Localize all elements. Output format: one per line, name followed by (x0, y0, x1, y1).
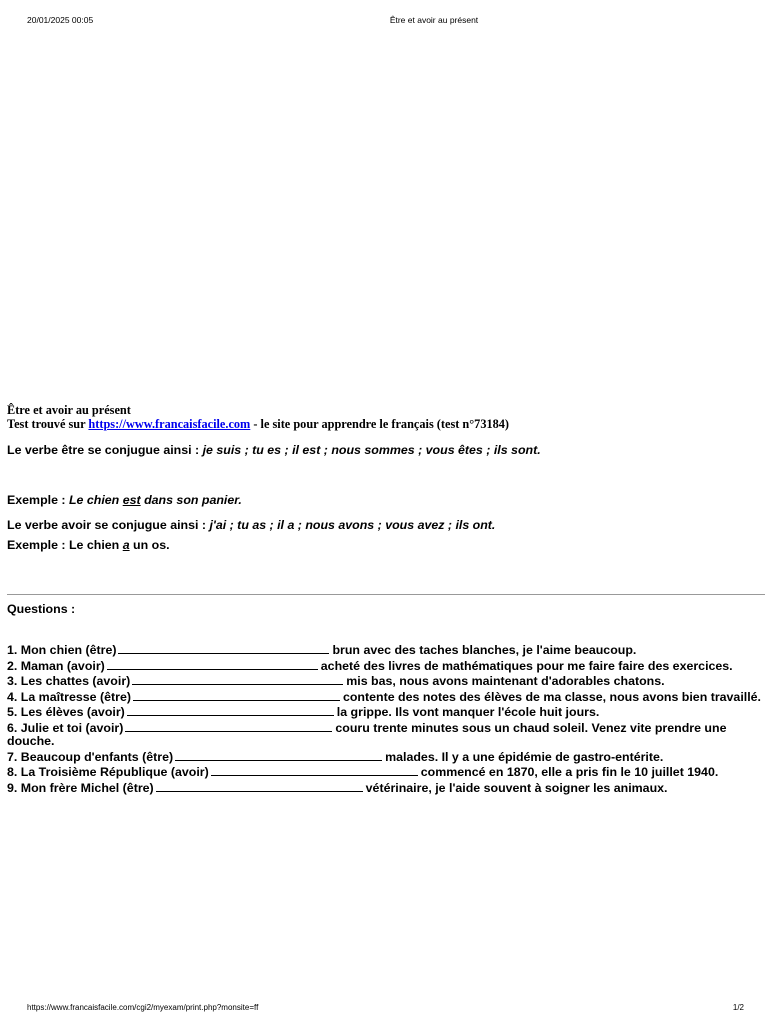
example-sentence-end: un os. (129, 538, 170, 552)
answer-blank[interactable] (175, 749, 382, 761)
question-prompt: 4. La maîtresse (être) (7, 689, 131, 704)
question-prompt: 5. Les élèves (avoir) (7, 705, 125, 719)
section-divider (7, 594, 765, 595)
intro-block (7, 403, 762, 431)
etre-forms: je suis ; tu es ; il est ; nous sommes ; vous êtes ; ils sont. (202, 443, 541, 457)
print-date: 20/01/2025 00:05 (27, 15, 94, 25)
question-prompt: 8. La Troisième République (avoir) (7, 765, 209, 779)
page-title: Être et avoir au présent (7, 403, 131, 417)
question-prompt: 3. Les chattes (avoir) (7, 674, 131, 688)
questions-list (7, 642, 762, 795)
avoir-forms: j'ai ; tu as ; il a ; nous avons ; vous avez ; ils ont. (209, 518, 496, 532)
example-label: Exemple : (7, 538, 69, 552)
question-item (7, 749, 762, 765)
example-sentence-end: dans son panier. (140, 493, 242, 507)
questions-heading: Questions : (7, 602, 76, 616)
question-continuation: acheté des livres de mathématiques pour me faire faire des exercices. (320, 658, 733, 673)
example-sentence-start: Le chien (68, 538, 123, 552)
answer-blank[interactable] (211, 764, 418, 776)
question-continuation: malades. Il y a une épidémie de gastro-entérite. (385, 749, 664, 764)
question-prompt: 2. Maman (avoir) (7, 658, 105, 673)
example-sentence-start: Le chien (68, 493, 123, 507)
question-item (7, 704, 762, 720)
question-continuation: contente des notes des élèves de ma classe, nous avons bien travaillé. (342, 689, 761, 704)
question-item (7, 658, 762, 674)
answer-blank[interactable] (133, 689, 340, 701)
question-item (7, 689, 762, 705)
avoir-lead: Le verbe avoir se conjugue ainsi : (7, 518, 210, 532)
question-item (7, 780, 762, 796)
answer-blank[interactable] (156, 780, 363, 792)
question-continuation: vétérinaire, je l'aide souvent à soigner les animaux. (365, 780, 668, 795)
question-continuation: la grippe. Ils vont manquer l'école huit jours. (336, 705, 600, 719)
example-label: Exemple : (7, 493, 69, 507)
answer-blank[interactable] (125, 720, 332, 732)
page-number: 1/2 (732, 1003, 744, 1012)
question-prompt: 7. Beaucoup d'enfants (être) (7, 749, 174, 764)
site-link[interactable]: https://www.francaisfacile.com (88, 417, 251, 431)
question-item (7, 673, 762, 689)
etre-lead: Le verbe être se conjugue ainsi : (7, 443, 203, 457)
question-continuation: brun avec des taches blanches, je l'aime beaucoup. (332, 643, 637, 657)
question-prompt: 6. Julie et toi (avoir) (7, 720, 124, 735)
source-line (7, 417, 762, 431)
test-content (7, 403, 762, 552)
question-continuation: couru trente minutes sous un chaud soleil. Venez vite prendre une douche. (7, 720, 727, 748)
etre-rule (7, 443, 762, 457)
question-item (7, 764, 762, 780)
example-etre (7, 493, 762, 507)
question-continuation: commencé en 1870, elle a pris fin le 10 juillet 1940. (420, 765, 719, 779)
source-suffix: - le site pour apprendre le français (test n°73184) (250, 417, 510, 431)
question-continuation: mis bas, nous avons maintenant d'adorables chatons. (346, 674, 665, 688)
answer-blank[interactable] (107, 658, 318, 670)
question-item (7, 720, 762, 749)
question-item (7, 642, 762, 658)
print-url: https://www.francaisfacile.com/cgi2/myexam/print.php?monsite=ff (27, 1003, 259, 1012)
answer-blank[interactable] (132, 673, 343, 685)
example-verb: a (122, 538, 130, 552)
avoir-rule (7, 518, 762, 532)
answer-blank[interactable] (118, 642, 329, 654)
answer-blank[interactable] (127, 704, 334, 716)
print-header-title: Être et avoir au présent (389, 15, 479, 25)
example-verb: est (122, 493, 141, 507)
question-prompt: 1. Mon chien (être) (7, 643, 117, 657)
example-avoir (7, 538, 762, 552)
source-prefix: Test trouvé sur (7, 417, 89, 431)
question-prompt: 9. Mon frère Michel (être) (7, 780, 154, 795)
